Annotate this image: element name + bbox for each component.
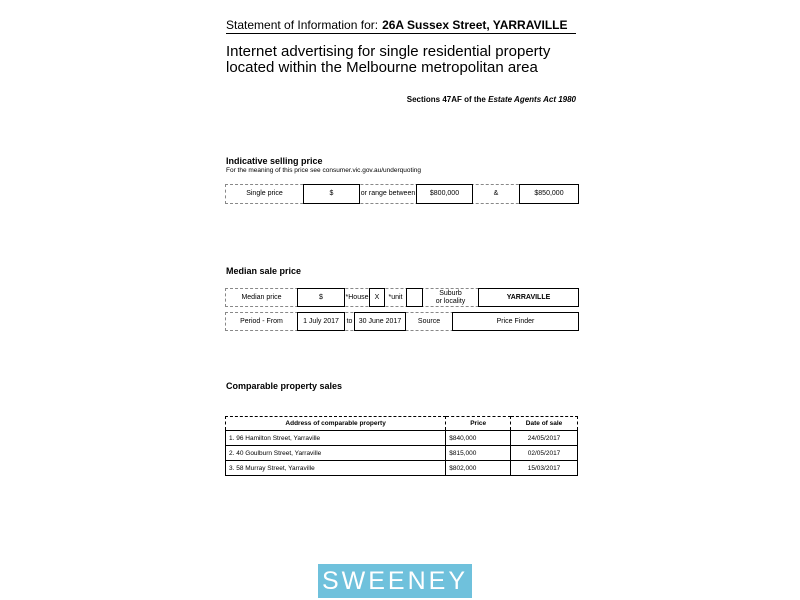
median-price-row	[225, 288, 579, 307]
source-field[interactable]: Price Finder	[452, 312, 579, 331]
median-price-label: Median price	[241, 293, 282, 301]
indicative-price-note: For the meaning of this price see consumer.vic.gov.au/underquoting	[226, 167, 421, 174]
period-row	[225, 312, 579, 331]
comparable-address: 2. 40 Goulburn Street, Yarraville	[226, 446, 446, 461]
unit-checkbox[interactable]	[406, 288, 423, 307]
suburb-field[interactable]: YARRAVILLE	[478, 288, 579, 307]
house-label: *House	[345, 293, 369, 301]
statement-label: Statement of Information for:	[226, 18, 379, 32]
column-header-date: Date of sale	[511, 417, 578, 431]
statement-header	[226, 18, 576, 34]
indicative-price-row	[225, 184, 579, 204]
suburb-label-line2: or locality	[435, 297, 466, 305]
single-price-label: Single price	[246, 190, 283, 197]
property-address: 26A Sussex Street, YARRAVILLE	[382, 18, 568, 32]
table-row	[226, 431, 578, 446]
period-from-label: Period - From	[240, 317, 283, 325]
table-row	[226, 461, 578, 476]
indicative-price-title: Indicative selling price	[226, 156, 323, 166]
range-label: or range between	[360, 190, 416, 197]
document-subtitle: Internet advertising for single residential property located within the Melbourne metropolitan area	[226, 43, 551, 76]
legislation-reference	[300, 95, 576, 104]
comparable-sales-title: Comparable property sales	[226, 381, 343, 391]
comparable-date: 15/03/2017	[511, 461, 578, 476]
source-label: Source	[417, 317, 441, 325]
unit-label: *unit	[388, 293, 403, 301]
column-header-price: Price	[446, 417, 511, 431]
comparable-price: $840,000	[446, 431, 511, 446]
house-checkbox[interactable]: X	[369, 288, 385, 307]
median-price-field[interactable]: $	[297, 288, 345, 307]
suburb-label	[423, 289, 478, 306]
comparable-address: 3. 58 Murray Street, Yarraville	[226, 461, 446, 476]
comparable-date: 24/05/2017	[511, 431, 578, 446]
sweeney-logo: SWEENEY	[318, 564, 472, 598]
median-price-title: Median sale price	[226, 266, 302, 276]
table-header-row	[226, 417, 578, 431]
range-high-field[interactable]: $850,000	[519, 184, 579, 204]
range-low-field[interactable]: $800,000	[416, 184, 473, 204]
comparable-price: $802,000	[446, 461, 511, 476]
comparable-address: 1. 96 Hamilton Street, Yarraville	[226, 431, 446, 446]
comparable-price: $815,000	[446, 446, 511, 461]
table-row	[226, 446, 578, 461]
comparable-sales-table	[225, 416, 578, 476]
suburb-label-line1: Suburb	[439, 289, 462, 297]
range-and-label: &	[493, 190, 499, 197]
column-header-address: Address of comparable property	[226, 417, 446, 431]
legislation-act: Estate Agents Act 1980	[488, 95, 576, 104]
period-from-field[interactable]: 1 July 2017	[297, 312, 345, 331]
comparable-date: 02/05/2017	[511, 446, 578, 461]
period-to-label: to	[346, 317, 353, 325]
legislation-prefix: Sections 47AF of the	[406, 95, 486, 104]
period-to-field[interactable]: 30 June 2017	[354, 312, 406, 331]
single-price-field[interactable]: $	[303, 184, 360, 204]
